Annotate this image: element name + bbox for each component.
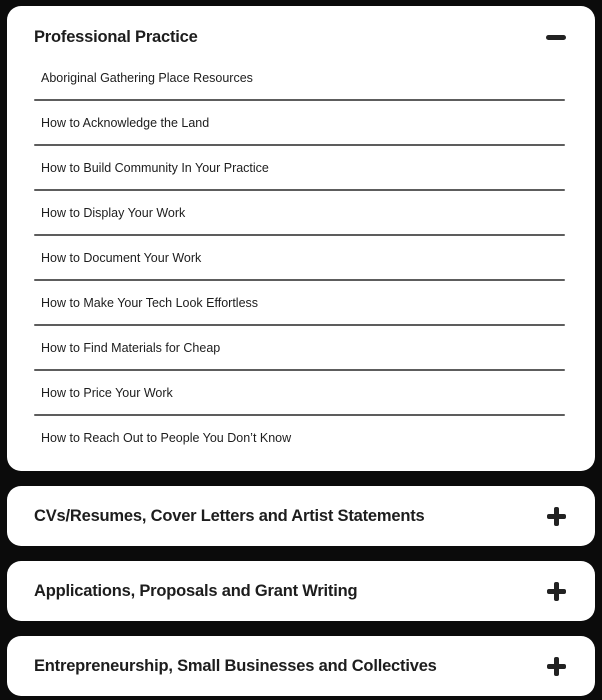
section-title: Entrepreneurship, Small Businesses and Collectives: [34, 656, 437, 675]
plus-icon[interactable]: [547, 507, 566, 526]
section-header-entrepreneurship[interactable]: [7, 636, 595, 696]
section-title: Applications, Proposals and Grant Writing: [34, 581, 358, 600]
plus-icon[interactable]: [547, 657, 566, 676]
section-item-list: [7, 54, 595, 471]
minus-icon[interactable]: [546, 35, 566, 40]
plus-icon[interactable]: [547, 582, 566, 601]
section-header-cvs-resumes[interactable]: [7, 486, 595, 546]
section-title: CVs/Resumes, Cover Letters and Artist Statements: [34, 506, 425, 525]
list-item[interactable]: How to Build Community In Your Practice: [41, 160, 269, 175]
list-item[interactable]: How to Make Your Tech Look Effortless: [41, 295, 259, 310]
section-header-applications-proposals[interactable]: [7, 561, 595, 621]
list-item[interactable]: How to Document Your Work: [41, 250, 202, 265]
section-header-professional-practice[interactable]: [7, 20, 595, 54]
list-item[interactable]: How to Find Materials for Cheap: [41, 340, 221, 355]
list-item[interactable]: How to Reach Out to People You Don’t Know: [41, 430, 292, 445]
list-item[interactable]: How to Acknowledge the Land: [41, 115, 210, 130]
accordion-section-cvs-resumes: [7, 486, 595, 546]
accordion-section-applications-proposals: [7, 561, 595, 621]
list-item[interactable]: How to Price Your Work: [41, 385, 173, 400]
section-title: Professional Practice: [34, 27, 198, 46]
list-item[interactable]: Aboriginal Gathering Place Resources: [41, 70, 253, 85]
list-item[interactable]: How to Display Your Work: [41, 205, 186, 220]
accordion-section-entrepreneurship: [7, 636, 595, 696]
accordion-section-professional-practice: [7, 6, 595, 471]
